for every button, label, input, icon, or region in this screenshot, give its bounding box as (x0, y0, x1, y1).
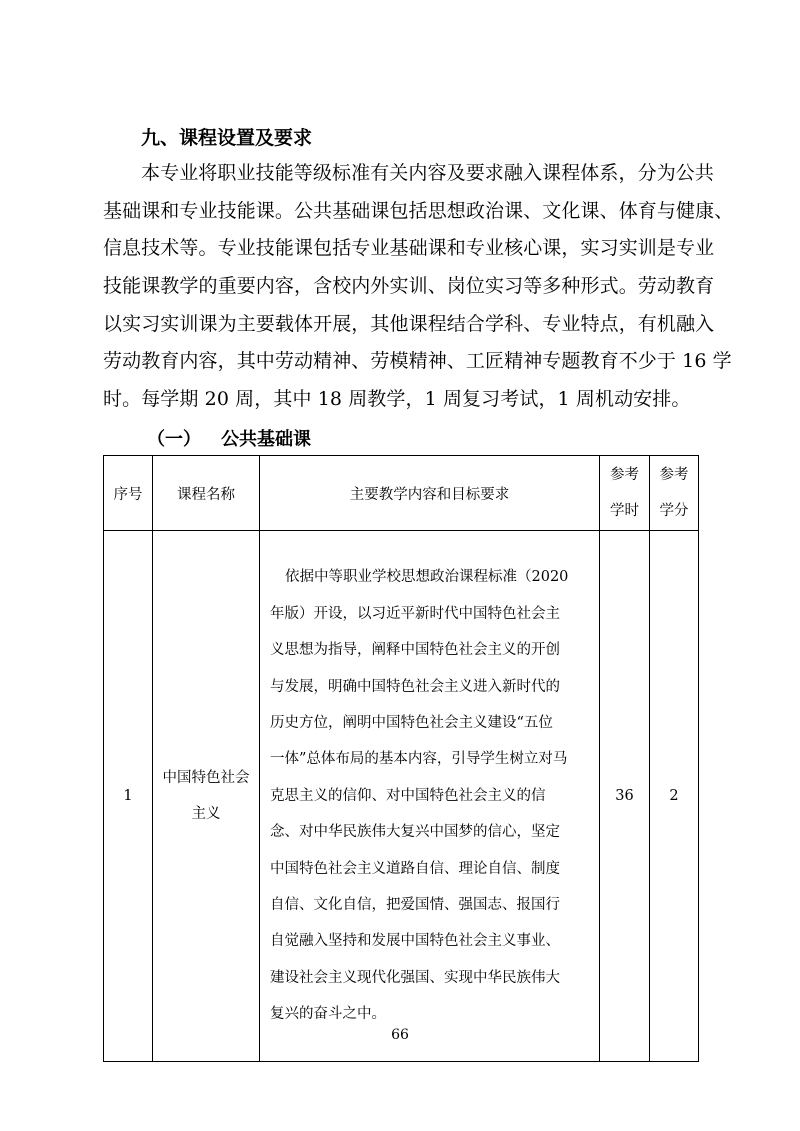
table-row (104, 531, 699, 1062)
header-content: 主要教学内容和目标要求 (260, 456, 600, 531)
course-name-line: 中国特色社会 (162, 770, 250, 786)
subsection-heading (147, 426, 311, 454)
header-seq: 序号 (104, 456, 153, 531)
content-line: 自信、文化自信，把爱国情、强国志、报国行 (270, 897, 560, 914)
page-number: 66 (391, 1027, 409, 1043)
header-credits-line: 参考 (659, 467, 689, 483)
header-course-name: 课程名称 (153, 456, 260, 531)
paragraph-line: 时。每学期 20 周，其中 18 周教学，1 周复习考试，1 周机动安排。 (103, 388, 691, 411)
subsection-title: 公共基础课 (221, 429, 311, 450)
cell-hours: 36 (600, 531, 650, 1062)
course-table (103, 455, 699, 1062)
cell-course-name (153, 531, 260, 1062)
course-name-line: 主义 (191, 806, 221, 822)
cell-credits: 2 (650, 531, 699, 1062)
content-line: 建设社会主义现代化强国、实现中华民族伟大 (270, 969, 560, 986)
paragraph-line: 以实习实训课为主要载体开展，其他课程结合学科、专业特点，有机融入 (103, 312, 715, 335)
content-line: 年版）开设，以习近平新时代中国特色社会主 (270, 605, 560, 622)
content-line: 自觉融入坚持和发展中国特色社会主义事业、 (270, 933, 560, 950)
paragraph-line: 劳动教育内容，其中劳动精神、劳模精神、工匠精神专题教育不少于 16 学 (103, 350, 732, 373)
content-line: 克思主义的信仰、对中国特色社会主义的信 (270, 787, 546, 804)
cell-content (260, 531, 600, 1062)
header-hours (600, 456, 650, 531)
paragraph-line: 技能课教学的重要内容，含校内外实训、岗位实习等多种形式。劳动教育 (103, 275, 715, 298)
content-line: 一体”总体布局的基本内容，引导学生树立对马 (270, 751, 568, 768)
content-line: 复兴的奋斗之中。 (270, 1006, 386, 1023)
content-line: 义思想为指导，阐释中国特色社会主义的开创 (270, 642, 560, 659)
table-header-row (104, 456, 699, 531)
section-heading: 九、课程设置及要求 (141, 127, 313, 149)
header-credits-line: 学分 (659, 503, 689, 519)
content-line: 中国特色社会主义道路自信、理论自信、制度 (270, 860, 560, 877)
content-line: 念、对中华民族伟大复兴中国梦的信心，坚定 (270, 824, 560, 841)
intro-paragraph (103, 155, 734, 419)
paragraph-line: 基础课和专业技能课。公共基础课包括思想政治课、文化课、体育与健康、 (103, 199, 734, 222)
paragraph-line: 本专业将职业技能等级标准有关内容及要求融入课程体系，分为公共 (141, 162, 715, 184)
content-line: 与发展，明确中国特色社会主义进入新时代的 (270, 678, 560, 695)
paragraph-line: 信息技术等。专业技能课包括专业基础课和专业核心课，实习实训是专业 (103, 237, 715, 260)
header-hours-line: 参考 (610, 467, 639, 483)
content-line: 依据中等职业学校思想政治课程标准（2020 (285, 569, 569, 586)
subsection-number: （一） (147, 429, 201, 450)
content-line: 历史方位，阐明中国特色社会主义建设“五位 (270, 714, 553, 731)
header-hours-line: 学时 (610, 503, 639, 519)
cell-seq: 1 (104, 531, 153, 1062)
header-credits (650, 456, 699, 531)
